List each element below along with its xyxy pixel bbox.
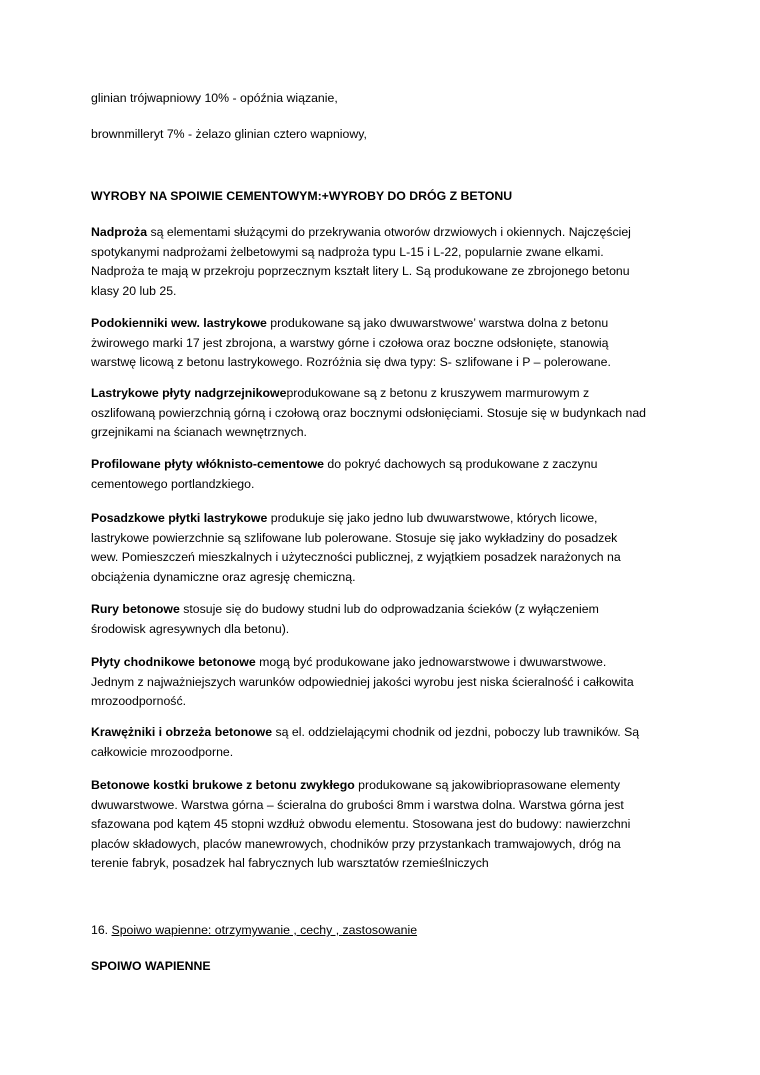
paragraph-plyty-nadgrzejnikowe: Lastrykowe płyty nadgrzejnikoweprodukowane są z betonu z kruszywem marmurowym z oszlifowaną powierzchnią górną i czołową oraz bocznymi odsłonięciami. Stosuje się w budynkach nad grzejnikami na ścianach wewnętrznych.: [91, 386, 647, 439]
paragraph-plytki-posadzkowe: Posadzkowe płytki lastrykowe produkuje się jako jedno lub dwuwarstwowe, których licowe, lastrykowe powierzchnie są szlifowane lub polerowane. Stosuje się jako wykładziny do posadzek wew. Pomieszczeń mieszkalnych i użyteczności publicznej, z wyjątkiem posadzek narażonych na obciążenia dynamiczne oraz agresję chemiczną.: [91, 511, 621, 584]
paragraph-plyty-profilowane: Profilowane płyty włóknisto-cementowe do pokryć dachowych są produkowane z zaczynu cementowego portlandzkiego.: [91, 457, 598, 491]
paragraph-plyty-chodnikowe: Płyty chodnikowe betonowe mogą być produkowane jako jednowarstwowe i dwuwarstwowe. Jednym z najważniejszych warunków odpowiedniej jakości wyrobu jest niska ścieralność i całkowita mrozoodporność.: [91, 655, 634, 708]
section-heading: WYROBY NA SPOIWIE CEMENTOWYM:+WYROBY DO DRÓG Z BETONU: [91, 189, 513, 203]
paragraph-podokienniki: Podokienniki wew. lastrykowe produkowane są jako dwuwarstwowe’ warstwa dolna z betonu żwirowego marki 17 jest zbrojona, a warstwy górne i czołowa oraz boczne odsłonięte, stanowią warstwę licową z betonu lastrykowego. Rozróżnia się dwa typy: S- szlifowane i P – polerowane.: [91, 316, 611, 369]
paragraph-krawezniki: Krawężniki i obrzeża betonowe są el. oddzielającymi chodnik od jezdni, poboczy lub trawników. Są całkowicie mrozoodporne.: [91, 725, 640, 759]
text-line: glinian trójwapniowy 10% - opóźnia wiązanie,: [91, 91, 338, 105]
paragraph-kostki-brukowe: Betonowe kostki brukowe z betonu zwykłego produkowane są jakowibrioprasowane elementy dwuwarstwowe. Warstwa górna – ścieralna do grubości 8mm i warstwa dolna. Warstwa górna jest sfazowana pod kątem 45 stopni wzdłuż obwodu elementu. Stosowana jest do budowy: nawierzchni placów składowych, placów manewrowych, chodników przy przystankach tramwajowych, dróg na terenie fabryk, posadzek hal fabrycznych lub warsztatów rzemieślniczych: [91, 778, 631, 870]
text-line: brownmilleryt 7% - żelazo glinian cztero wapniowy,: [91, 127, 367, 141]
section-heading-spoiwo-wapienne: SPOIWO WAPIENNE: [91, 959, 211, 973]
paragraph-nadproza: Nadproża są elementami służącymi do przekrywania otworów drzwiowych i okiennych. Najczęściej spotykanymi nadprożami żelbetowymi są nadproża typu L-15 i L-22, popularnie zwane elkami. Nadproża te mają w przekroju poprzecznym kształt litery L. Są produkowane ze zbrojonego betonu klasy 20 lub 25.: [91, 225, 631, 298]
section-16-title: 16. Spoiwo wapienne: otrzymywanie , cechy , zastosowanie: [91, 923, 418, 937]
paragraph-rury-betonowe: Rury betonowe stosuje się do budowy studni lub do odprowadzania ścieków (z wyłączeniem środowisk agresywnych dla betonu).: [91, 602, 599, 636]
